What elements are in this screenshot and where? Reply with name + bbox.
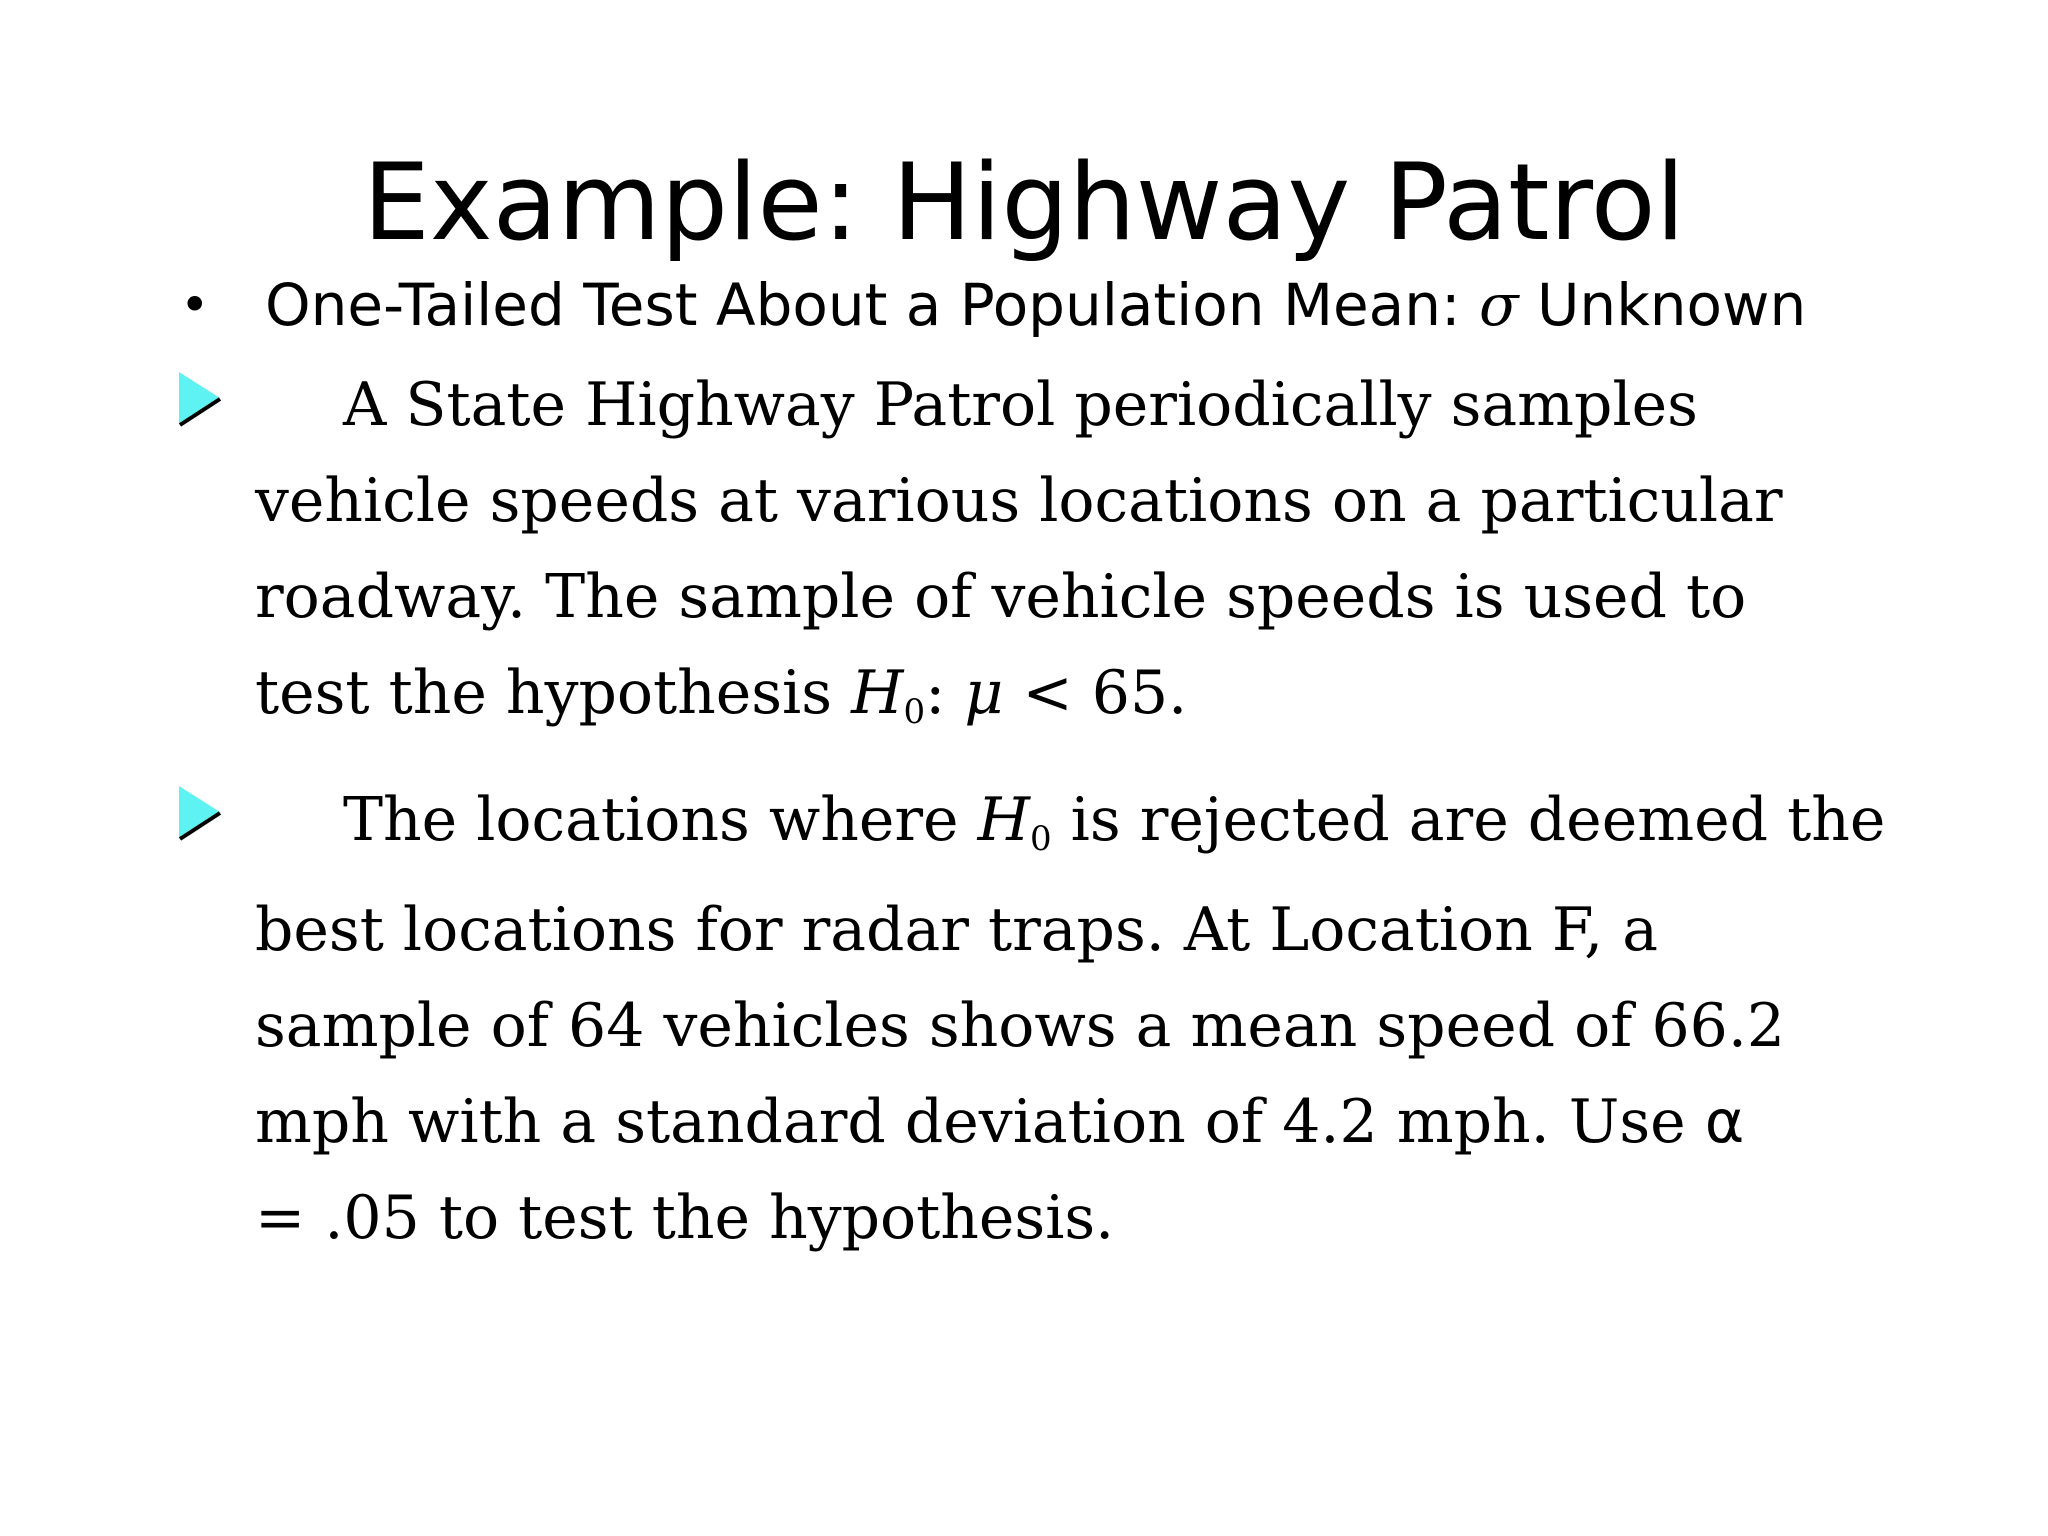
paragraph-2-line-1 <box>255 772 1915 868</box>
line-1-post: is rejected are deemed the <box>1051 785 1886 855</box>
paragraph-1-line-3: roadway. The sample of vehicle speeds is used to <box>255 562 1747 632</box>
arrow-bullet-icon <box>176 782 226 842</box>
slide-title: Example: Highway Patrol <box>362 141 1686 264</box>
paragraph-1-line-1: A State Highway Patrol periodically samples <box>343 370 1698 440</box>
alpha-symbol: α <box>1704 1087 1745 1157</box>
h-subscript: 0 <box>1029 819 1052 859</box>
line-4-pre: test the hypothesis <box>255 658 852 728</box>
paragraph-1-line-2: vehicle speeds at various locations on a particular <box>255 466 1783 536</box>
line-1-pre: The locations where <box>343 785 978 855</box>
paragraph-2-line-2: best locations for radar traps. At Location F, a <box>255 895 1659 965</box>
arrow-bullet-icon <box>176 368 226 428</box>
sigma-symbol: σ <box>1478 271 1519 339</box>
paragraph-2 <box>255 772 1915 1266</box>
line-4-mid: : <box>925 658 965 728</box>
subtitle-text <box>265 270 1806 340</box>
h-symbol: H <box>977 785 1030 855</box>
paragraph-2-line-4 <box>255 1074 1915 1170</box>
paragraph-2-line-5: = .05 to test the hypothesis. <box>255 1183 1115 1253</box>
paragraph-1 <box>255 357 1915 741</box>
subtitle-text-after: Unknown <box>1518 271 1807 339</box>
mu-symbol: μ <box>964 658 1004 728</box>
paragraph-2-line-3: sample of 64 vehicles shows a mean speed of 66.2 <box>255 991 1786 1061</box>
paragraph-1-line-4 <box>255 645 1915 741</box>
h-symbol: H <box>851 658 904 728</box>
line-4-post: < 65. <box>1003 658 1188 728</box>
h-subscript: 0 <box>903 692 926 732</box>
bullet-dot-icon: • <box>180 276 210 334</box>
subtitle-text-main: One-Tailed Test About a Population Mean: <box>265 271 1479 339</box>
line-4-pre: mph with a standard deviation of 4.2 mph. Use <box>255 1087 1705 1157</box>
